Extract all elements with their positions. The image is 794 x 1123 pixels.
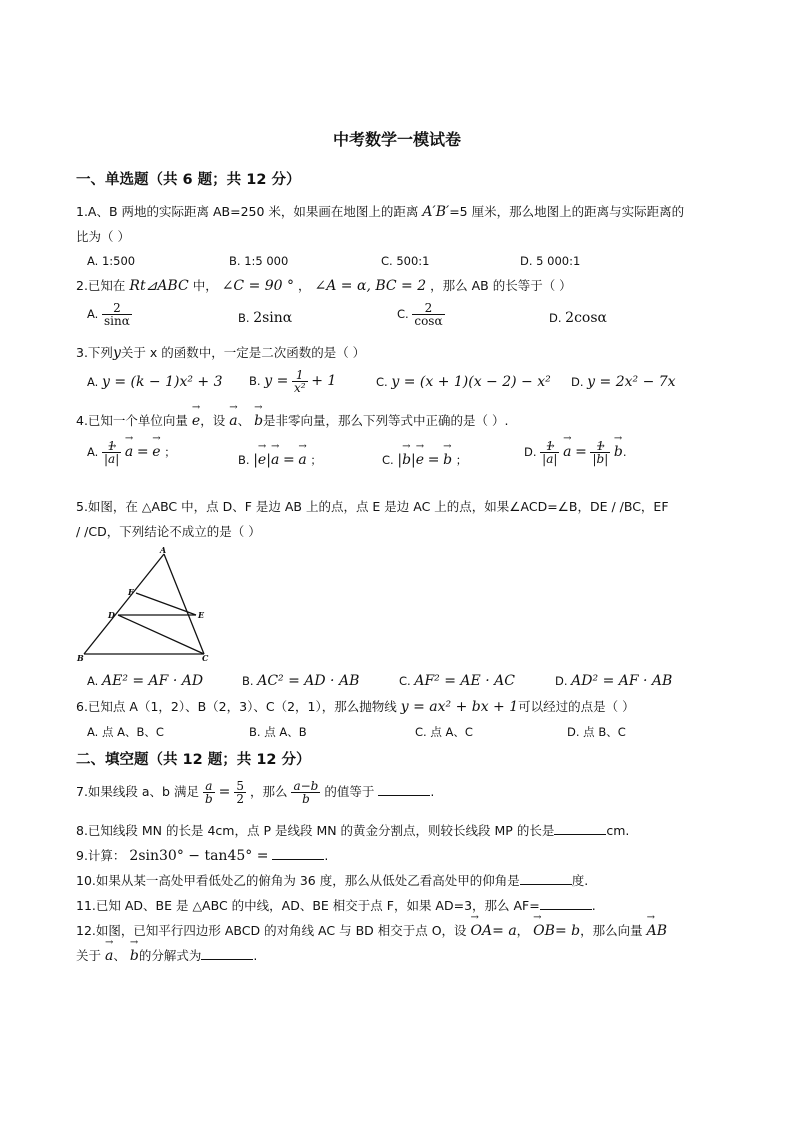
vector-e: → e	[152, 444, 160, 460]
vector-a: → a	[108, 453, 115, 465]
question-12-line2	[76, 946, 257, 964]
period: .	[324, 848, 329, 863]
question-3-option-c[interactable]	[376, 374, 551, 390]
fraction	[203, 780, 215, 805]
option-label: D.	[549, 311, 562, 325]
question-2-math-2: ∠C = 90 °	[221, 278, 295, 294]
numerator: 1	[292, 369, 308, 382]
period: .	[253, 948, 258, 963]
question-3-option-a[interactable]	[87, 374, 223, 390]
question-10-text-b: 度.	[571, 873, 589, 888]
fraction	[102, 440, 121, 465]
vector-b: → b	[614, 444, 623, 460]
question-1-option-b[interactable]: B. 1:5 000	[229, 254, 289, 268]
fraction	[292, 369, 308, 394]
option-math: y = 2x² − 7x	[587, 374, 676, 390]
denominator: b	[204, 792, 213, 806]
question-3	[76, 343, 365, 361]
option-label: B.	[238, 453, 250, 467]
label-c: C	[202, 653, 209, 663]
option-math: AD² = AF · AB	[571, 673, 673, 689]
question-3-text-b: 关于 x 的函数中，一定是二次函数的是（ ）	[120, 345, 366, 360]
question-1-option-a[interactable]: A. 1:500	[87, 254, 136, 268]
separator: 、	[113, 948, 126, 963]
answer-blank[interactable]	[520, 872, 572, 885]
label-f: F	[128, 587, 134, 597]
separator: ，	[516, 923, 530, 938]
separator: ；	[164, 445, 176, 459]
question-6-option-d[interactable]: D. 点 B、C	[567, 725, 626, 739]
denominator: |→ a|	[102, 453, 121, 465]
option-label: B.	[242, 674, 254, 688]
question-4-text-b: ，设	[200, 413, 226, 428]
question-10	[76, 871, 588, 889]
question-7-text-a: 7.如果线段 a、b 满足	[76, 784, 199, 799]
option-math-tail: + 1	[311, 373, 337, 389]
option-math: AE² = AF · AD	[101, 673, 204, 689]
question-4-text-a: 4.已知一个单位向量	[76, 413, 188, 428]
option-math: AC² = AD · AB	[257, 673, 360, 689]
option-math: y = (x + 1)(x − 2) − x²	[391, 374, 551, 390]
question-1-option-d[interactable]: D. 5 000:1	[520, 254, 581, 268]
label-b: B	[77, 653, 84, 663]
question-9	[76, 846, 328, 864]
question-1-line2: 比为（ ）	[76, 229, 130, 244]
question-6-option-a[interactable]: A. 点 A、B、C	[87, 725, 164, 739]
question-9-text-a: 9.计算：	[76, 848, 126, 863]
denominator: b	[302, 792, 310, 806]
vector-b: → b	[597, 453, 605, 465]
option-label: A.	[87, 307, 99, 321]
denominator: x²	[293, 381, 306, 395]
denominator: |→ b|	[590, 453, 610, 465]
option-label: D.	[524, 445, 537, 459]
equals: =	[575, 444, 587, 460]
label-e: E	[198, 610, 205, 620]
question-4-text-c: 、	[237, 413, 251, 428]
question-6-option-c[interactable]: C. 点 A、C	[415, 725, 473, 739]
option-label: C.	[376, 375, 388, 389]
option-label: C.	[382, 453, 394, 467]
denominator: 2	[236, 792, 244, 806]
section-heading-fill-blank: 二、填空题（共 12 题；共 12 分）	[76, 752, 311, 768]
label-a: A	[160, 546, 167, 555]
equals: =	[282, 452, 295, 468]
question-5-line1: 5.如图，在 △ABC 中，点 D、F 是边 AB 上的点，点 E 是边 AC 上的点，如果∠ACD=∠B，DE / /BC，EF	[76, 499, 669, 514]
segment-ab	[84, 554, 164, 654]
question-3-text-a: 3.下列	[76, 345, 113, 360]
vector-b: → b	[254, 413, 263, 429]
denominator: cosα	[414, 314, 443, 328]
question-7	[76, 780, 434, 805]
question-1-option-c[interactable]: C. 500:1	[381, 254, 430, 268]
question-10-text-a: 10.如果从某一高处甲看低处乙的俯角为 36 度，那么从低处乙看高处甲的仰角是	[76, 873, 520, 888]
vector-b: → b	[443, 452, 452, 468]
answer-blank[interactable]	[378, 783, 430, 796]
question-12-text-d: 的分解式为	[138, 948, 202, 963]
fraction	[412, 302, 444, 327]
question-4-option-a[interactable]	[87, 440, 176, 465]
option-label: A.	[87, 375, 99, 389]
vector-a: → a	[271, 452, 279, 468]
question-4-text-d: 是非零向量，那么下列等式中正确的是（ ）.	[263, 413, 509, 428]
question-11-text-a: 11.已知 AD、BE 是 △ABC 的中线，AD、BE 相交于点 F，如果 AD=3，那么 AF=	[76, 898, 540, 913]
question-2-text-c: ，	[298, 278, 311, 293]
option-math: 2cosα	[565, 310, 607, 326]
numerator: 1	[540, 440, 559, 453]
numerator: 2	[102, 302, 132, 315]
numerator: a	[203, 780, 215, 793]
fraction	[590, 440, 610, 465]
question-12-text-c: 关于	[76, 948, 102, 963]
question-6-option-b[interactable]: B. 点 A、B	[249, 725, 307, 739]
option-label: C.	[399, 674, 411, 688]
period: .	[622, 445, 627, 459]
question-4-option-c[interactable]: C. |→ b|→ e = → b ；	[382, 452, 467, 468]
question-2	[76, 276, 572, 294]
question-4	[76, 411, 509, 429]
question-5-option-d[interactable]	[555, 673, 672, 689]
separator: ；	[310, 453, 322, 467]
question-3-math: y	[112, 345, 121, 361]
option-label: C.	[397, 307, 409, 321]
numerator: a−b	[293, 779, 319, 793]
vector-a: → a	[105, 948, 113, 964]
question-2-option-c[interactable]	[397, 302, 445, 327]
question-2-option-d[interactable]	[549, 310, 607, 326]
answer-blank[interactable]	[554, 822, 606, 835]
vector-a: → a	[563, 444, 571, 460]
question-2-text-b: 中，	[192, 278, 218, 293]
triangle-figure	[74, 546, 224, 666]
vector-a: → a	[125, 444, 133, 460]
numerator: 5	[236, 779, 244, 793]
question-7-text-b: ，那么	[249, 784, 288, 799]
question-12-text-a: 12.如图，已知平行四边形 ABCD 的对角线 AC 与 BD 相交于点 O，设	[76, 923, 467, 938]
equals: =	[136, 444, 149, 460]
question-2-option-a[interactable]	[87, 302, 132, 327]
fraction	[291, 780, 320, 805]
question-4-option-d[interactable]	[524, 440, 627, 465]
question-1-text-a: 1.A、B 两地的实际距离 AB=250 米，如果画在地图上的距离	[76, 204, 419, 219]
question-3-option-d[interactable]	[571, 374, 676, 390]
question-6-text-b: 可以经过的点是（ ）	[518, 699, 635, 714]
question-8-text-b: cm.	[606, 823, 630, 838]
vector-a: → a	[298, 452, 306, 468]
answer-blank[interactable]	[201, 947, 253, 960]
question-1-math: A′B′	[422, 204, 450, 220]
question-2-text-d: ，那么 AB 的长等于（ ）	[430, 278, 572, 293]
question-5-option-b[interactable]	[242, 673, 359, 689]
question-5-option-a[interactable]	[87, 673, 203, 689]
vector-ob: → OB	[533, 923, 555, 939]
equals-a: = a	[492, 923, 517, 939]
option-label: B.	[249, 374, 261, 388]
question-6	[76, 697, 635, 715]
vector-a: → a	[546, 453, 553, 465]
option-label: A.	[87, 674, 99, 688]
fraction	[102, 302, 132, 327]
denominator: sinα	[103, 314, 130, 328]
question-6-math: y = ax² + bx + 1	[400, 699, 519, 715]
question-12-text-b: ，那么向量	[580, 923, 643, 938]
question-12-line1	[76, 921, 667, 939]
question-2-math-3: ∠A = α, BC = 2	[314, 278, 427, 294]
option-label: A.	[87, 445, 99, 459]
vector-ab: → AB	[647, 923, 667, 939]
option-label: D.	[571, 375, 584, 389]
equals: =	[218, 784, 231, 800]
question-3-option-b[interactable]	[249, 369, 336, 394]
option-label: B.	[238, 311, 250, 325]
fraction	[234, 780, 246, 805]
page-title: 中考数学一模试卷	[332, 130, 461, 149]
segment-fe	[136, 593, 196, 615]
denominator: |→ a|	[540, 453, 559, 465]
equals-b: = b	[554, 923, 581, 939]
question-5-option-c[interactable]	[399, 673, 515, 689]
question-9-math: 2sin30° − tan45° =	[129, 848, 269, 864]
equals: =	[427, 452, 440, 468]
option-math: 2sinα	[253, 310, 293, 326]
vector-oa: → OA	[471, 923, 493, 939]
fraction	[540, 440, 559, 465]
question-2-text-a: 2.已知在	[76, 278, 126, 293]
question-1-text-b: =5 厘米，那么地图上的距离与实际距离的	[449, 204, 685, 219]
question-8-text-a: 8.已知线段 MN 的长是 4cm，点 P 是线段 MN 的黄金分割点，则较长线段 MP 的长是	[76, 823, 555, 838]
vector-b: → b	[130, 948, 139, 964]
answer-blank[interactable]	[272, 847, 324, 860]
numerator: 2	[412, 302, 444, 315]
vector-a: → a	[229, 413, 237, 429]
question-4-option-b[interactable]: B. |→ e|→ a = → a ；	[238, 452, 322, 468]
period: .	[591, 898, 596, 913]
vector-e: → e	[258, 452, 266, 468]
vector-e: → e	[192, 413, 200, 429]
section-heading-single-choice: 一、单选题（共 6 题；共 12 分）	[76, 172, 301, 188]
question-5-line2: / /CD，下列结论不成立的是（ ）	[76, 524, 261, 539]
option-label: D.	[555, 674, 568, 688]
option-math: y =	[264, 373, 289, 389]
numerator: 1	[590, 440, 610, 453]
question-1	[76, 202, 684, 220]
answer-blank[interactable]	[540, 897, 592, 910]
option-math: AF² = AE · AC	[414, 673, 515, 689]
question-7-text-c: 的值等于	[324, 784, 375, 799]
question-2-math-1: Rt⊿ABC	[129, 278, 189, 294]
vector-e: → e	[416, 452, 424, 468]
question-2-option-b[interactable]	[238, 310, 292, 326]
option-math: y = (k − 1)x² + 3	[101, 374, 223, 390]
question-8	[76, 821, 629, 839]
question-6-text-a: 6.已知点 A（1，2）、B（2，3）、C（2，1），那么抛物线	[76, 699, 397, 714]
separator: ；	[455, 453, 468, 467]
vector-b: → b	[402, 452, 411, 468]
period: .	[430, 784, 435, 799]
numerator: 1	[102, 440, 121, 453]
label-d: D	[108, 610, 115, 620]
question-11	[76, 896, 596, 914]
